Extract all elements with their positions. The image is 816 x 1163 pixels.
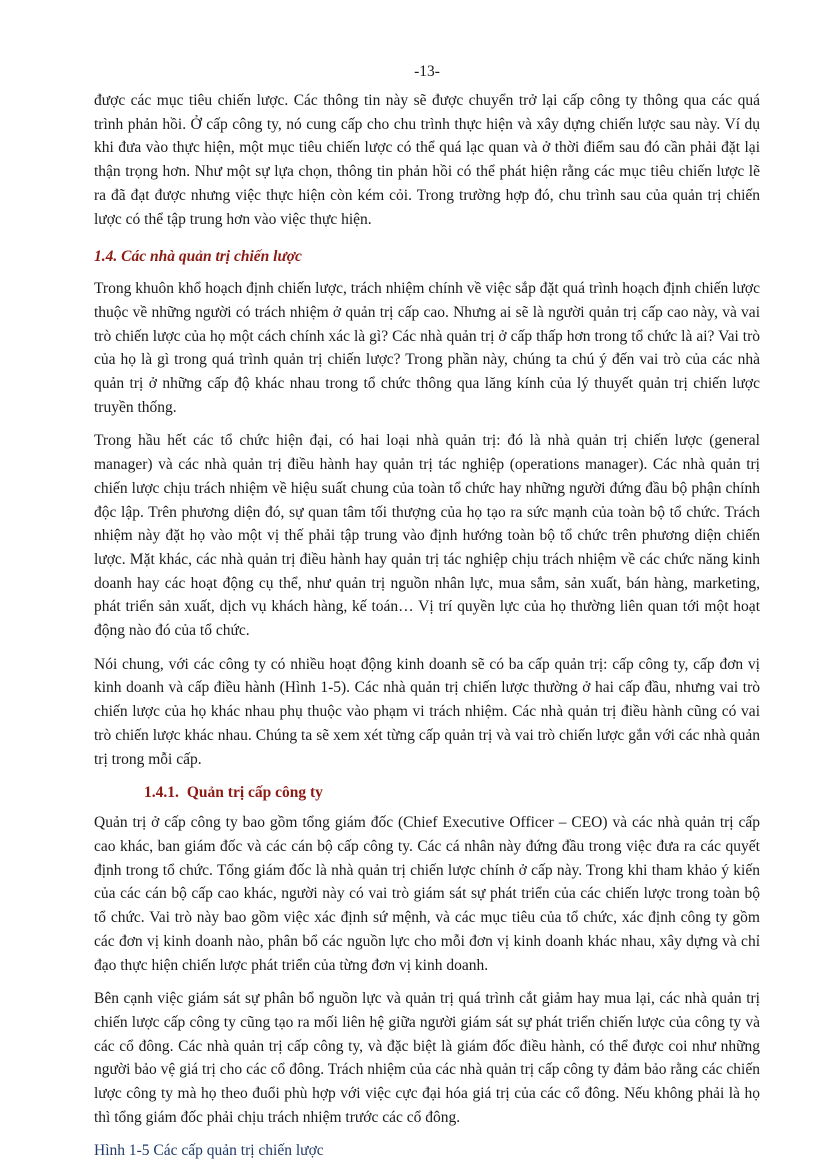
section-heading: 1.4. Các nhà quản trị chiến lược: [94, 248, 302, 266]
section-paragraph: Trong hầu hết các tổ chức hiện đại, có hai loại nhà quản trị: đó là nhà quản trị chiến lược (general manager) và các nhà quản trị điều hành hay quản trị tác nghiệp (operations manager). Các nhà quản trị chiến lược chịu trách nhiệm về hiệu suất chung của toàn tổ chức hay những người đứng đầu bộ phận chính độc lập. Trên phương diện đó, sự quan tâm tối thượng của họ tạo ra sức mạnh của toàn bộ tổ chức. Trách nhiệm này đặt họ vào một vị thế phải tập trung vào định hướng toàn bộ tổ chức trên phương diện chiến lược. Mặt khác, các nhà quản trị điều hành hay quản trị tác nghiệp chịu trách nhiệm về các chức năng kinh doanh hay các hoạt động cụ thể, như quản trị nguồn nhân lực, mua sắm, sản xuất, bán hàng, marketing, phát triển sản xuất, dịch vụ khách hàng, kế toán… Vị trí quyền lực của họ thường liên quan tới một hoạt động nào đó của tổ chức.: [94, 432, 760, 640]
subsection-number: 1.4.1.: [144, 784, 179, 802]
subsection-paragraph: Bên cạnh việc giám sát sự phân bổ nguồn lực và quản trị quá trình cắt giảm hay mua lại, các nhà quản trị chiến lược cấp công ty cũng tạo ra mối liên hệ giữa người giám sát sự phát triển chiến lược của công ty và các cổ đông. Các nhà quản trị cấp công ty, và đặc biệt là giám đốc điều hành, có thể được coi như những người bảo vệ giá trị cho các cổ đông. Trách nhiệm của các nhà quản trị cấp công ty đảm bảo rằng các chiến lược công ty mà họ theo đuổi phù hợp với việc cực đại hóa giá trị của các cổ đông. Nếu không phải là họ thì tổng giám đốc phải chịu trách nhiệm trước các cổ đông.: [94, 990, 760, 1126]
subsection-paragraph: Quản trị ở cấp công ty bao gồm tổng giám đốc (Chief Executive Officer – CEO) và các nhà quản trị cấp cao khác, ban giám đốc và các cán bộ cấp công ty. Các cá nhân này đứng đầu trong việc đưa ra các quyết định trong tổ chức. Tổng giám đốc là nhà quản trị chiến lược chính ở cấp này. Trong khi tham khảo ý kiến của các cán bộ cấp cao khác, người này có vai trò giám sát sự phát triển của các chiến lược trong toàn bộ tổ chức. Vai trò này bao gồm việc xác định sứ mệnh, và các mục tiêu của tổ chức, xác định công ty gồm các đơn vị kinh doanh nào, phân bổ các nguồn lực cho mỗi đơn vị kinh doanh khác nhau, xây dựng và chỉ đạo thực hiện chiến lược phát triển của từng đơn vị kinh doanh.: [94, 814, 760, 974]
section-paragraph: Trong khuôn khổ hoạch định chiến lược, trách nhiệm chính về việc sắp đặt quá trình hoạch định chiến lược thuộc về những người có trách nhiệm ở quản trị cấp cao. Nhưng ai sẽ là người quản trị cấp cao này, và vai trò chiến lược của họ một cách chính xác là gì? Các nhà quản trị ở cấp thấp hơn trong tổ chức là ai? Vai trò của họ là gì trong quá trình quản trị chiến lược? Trong phần này, chúng ta chú ý đến vai trò của các nhà quản trị ở những cấp độ khác nhau trong tổ chức thông qua lăng kính của lý thuyết quản trị chiến lược truyền thống.: [94, 280, 760, 416]
page-number: -13-: [414, 63, 440, 80]
intro-paragraph: được các mục tiêu chiến lược. Các thông tin này sẽ được chuyển trở lại cấp công ty thông qua các quá trình phản hồi. Ở cấp công ty, nó cung cấp cho chu trình thực hiện và xây dựng chiến lược sau này. Ví dụ khi đưa vào thực hiện, một mục tiêu chiến lược có thể quá lạc quan và ở thời điểm sau đó cần phải đặt lại thận trọng hơn. Như một sự lựa chọn, thông tin phản hồi có thể phát hiện rằng các mục tiêu chiến lược lẽ ra đã đạt được nhưng việc thực hiện còn kém cỏi. Trong trường hợp đó, chu trình sau của quản trị chiến lược có thể tập trung hơn vào việc thực hiện.: [94, 92, 760, 228]
section-paragraph: Nói chung, với các công ty có nhiều hoạt động kinh doanh sẽ có ba cấp quản trị: cấp công ty, cấp đơn vị kinh doanh và cấp điều hành (Hình 1-5). Các nhà quản trị chiến lược thường ở hai cấp đầu, nhưng vai trò chiến lược của họ khác nhau phụ thuộc vào phạm vi trách nhiệm. Các nhà quản trị điều hành cũng có vai trò chiến lược khác nhau. Chúng ta sẽ xem xét từng cấp quản trị và vai trò chiến lược gắn với các nhà quản trị trong mỗi cấp.: [94, 655, 760, 768]
subsection-title: Quản trị cấp công ty: [186, 784, 323, 802]
subsection-heading: [94, 781, 760, 805]
figure-caption: Hình 1-5 Các cấp quản trị chiến lược: [94, 1142, 324, 1160]
